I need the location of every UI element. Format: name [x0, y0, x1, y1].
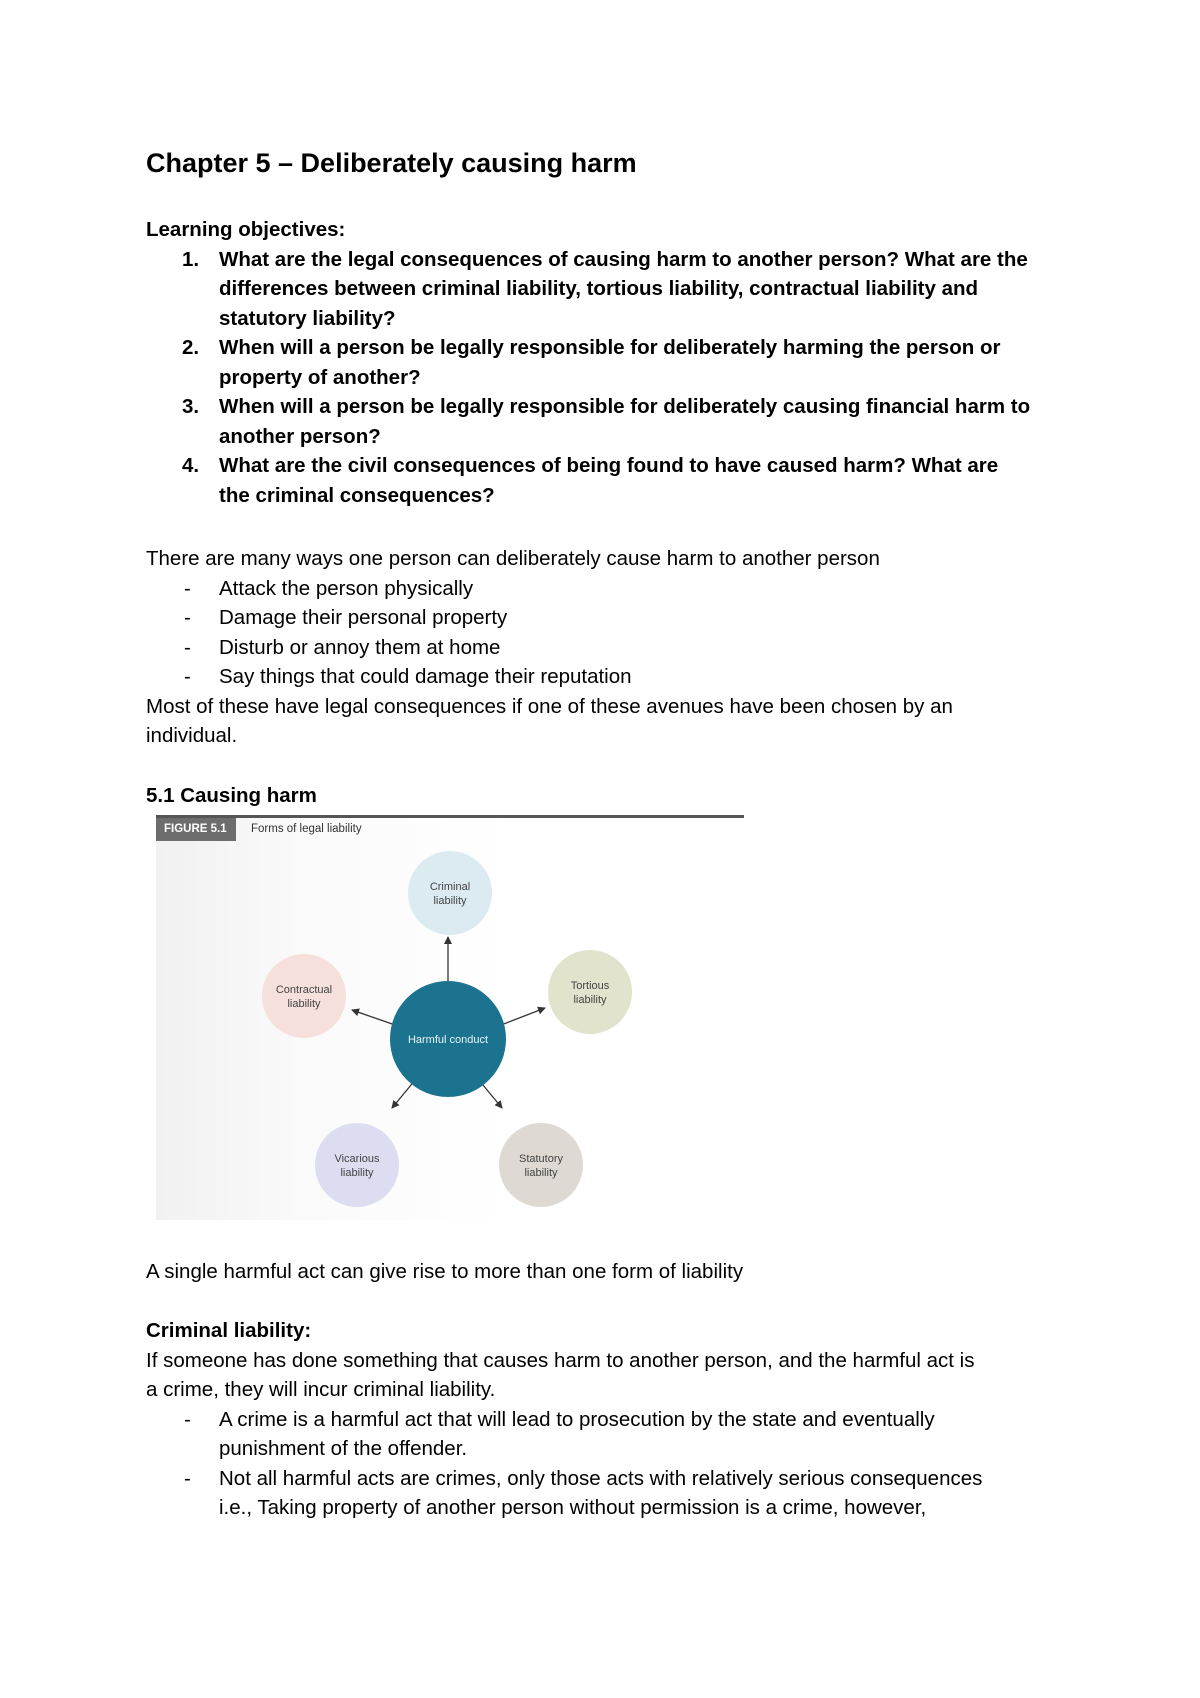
criminal-liability-para-line: a crime, they will incur criminal liability. [146, 1378, 496, 1401]
intro-closing-line: Most of these have legal consequences if one of these avenues have been chosen by an [146, 694, 953, 718]
list-item: - Disturb or annoy them at home [184, 635, 501, 659]
objective-item: 2. When will a person be legally responsible for deliberately harming the person or property of another? [182, 336, 1001, 389]
svg-text:Contractual: Contractual [275, 984, 333, 996]
node-vicarious-liability [315, 1123, 399, 1207]
objective-item: 4. What are the civil consequences of being found to have caused harm? What are the criminal consequences? [182, 454, 999, 507]
svg-text:Tortious: Tortious [570, 980, 610, 992]
figure-label: FIGURE 5.1 [156, 818, 236, 841]
section-heading-5-1: 5.1 Causing harm [146, 784, 317, 807]
svg-text:Harmful conduct: Harmful conduct [407, 1034, 489, 1046]
criminal-liability-section [146, 1316, 1066, 1523]
learning-objectives-heading: Learning objectives: [146, 218, 346, 241]
svg-text:liability: liability [524, 1167, 558, 1179]
svg-text:liability: liability [340, 1167, 374, 1179]
list-item: - Damage their personal property [184, 606, 508, 629]
objectives-list [146, 245, 1066, 511]
chapter-title: Chapter 5 – Deliberately causing harm [146, 148, 637, 178]
list-item: - A crime is a harmful act that will lead to prosecution by the state and eventually punishment of the offender. [184, 1407, 935, 1460]
svg-text:Criminal: Criminal [429, 881, 471, 893]
criminal-liability-para-line: If someone has done something that causes harm to another person, and the harmful act is [146, 1348, 975, 1372]
intro-closing-line: individual. [146, 724, 238, 747]
figure-caption: Forms of legal liability [251, 823, 362, 835]
list-item: - Attack the person physically [184, 576, 474, 600]
objective-item: 1. What are the legal consequences of causing harm to another person? What are the differences between criminal liability, tortious liability, contractual liability and statutory liability? [182, 247, 1028, 330]
svg-text:Vicarious: Vicarious [334, 1153, 380, 1165]
list-item: - Not all harmful acts are crimes, only those acts with relatively serious consequences i.e., Taking property of another person without permission is a crime, however, [184, 1466, 983, 1519]
node-contractual-liability [262, 954, 346, 1038]
figure-5-1 [156, 815, 744, 1220]
figure-summary: A single harmful act can give rise to more than one form of liability [146, 1260, 744, 1283]
node-tortious-liability [548, 950, 632, 1034]
svg-text:Statutory: Statutory [518, 1153, 564, 1165]
liability-diagram [156, 815, 744, 1220]
svg-text:liability: liability [433, 895, 467, 907]
objective-item: 3. When will a person be legally responsible for deliberately causing financial harm to another person? [182, 395, 1031, 448]
harm-ways-list [146, 574, 1066, 692]
arrow-to-tortious [501, 1008, 545, 1025]
intro-lead: There are many ways one person can deliberately cause harm to another person [146, 547, 880, 570]
svg-text:liability: liability [573, 994, 607, 1006]
learning-objectives [146, 215, 1066, 510]
svg-text:liability: liability [287, 998, 321, 1010]
list-item: - Say things that could damage their reputation [184, 665, 632, 688]
criminal-liability-heading: Criminal liability: [146, 1319, 312, 1342]
criminal-liability-list [146, 1405, 1066, 1523]
intro-section [146, 544, 1066, 751]
node-criminal-liability [408, 851, 492, 935]
node-harmful-conduct [390, 981, 506, 1097]
node-statutory-liability [499, 1123, 583, 1207]
arrow-to-contractual [352, 1010, 395, 1025]
